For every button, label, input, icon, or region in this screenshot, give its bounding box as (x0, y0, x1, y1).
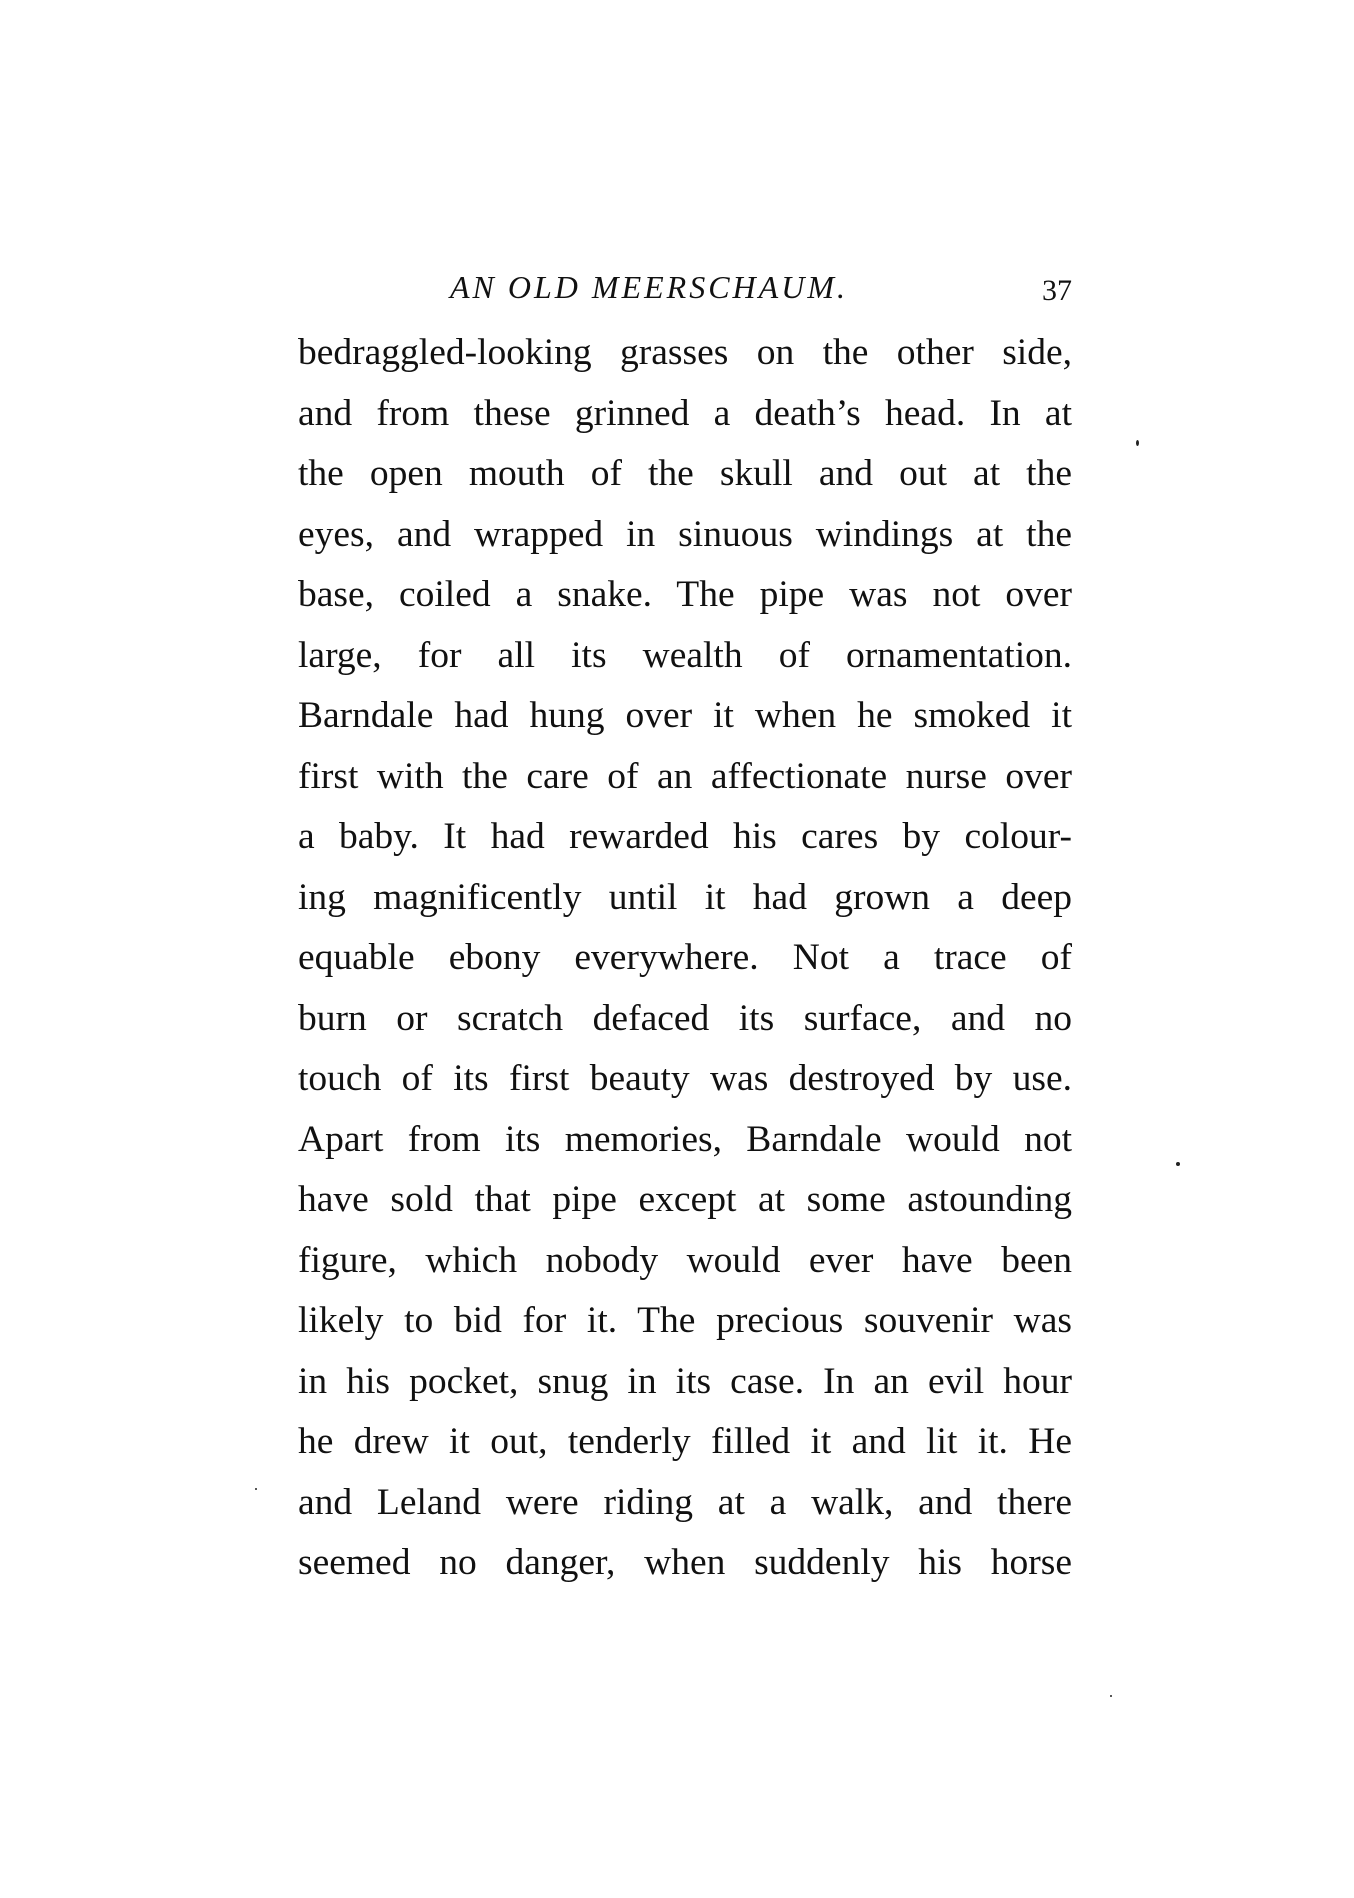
text-line: touch of its first beauty was destroyed by use. (298, 1058, 1072, 1099)
page-number: 37 (1042, 274, 1072, 307)
scan-speck (1136, 440, 1139, 446)
body-text (298, 323, 1072, 1594)
text-line: bedraggled-looking grasses on the other side, (298, 332, 1072, 373)
text-line: have sold that pipe except at some astounding (298, 1179, 1072, 1220)
running-head (298, 262, 1072, 312)
scan-speck (1110, 1695, 1112, 1697)
text-line: eyes, and wrapped in sinuous windings at the (298, 513, 1072, 555)
text-line: the open mouth of the skull and out at the (298, 453, 1072, 494)
text-line: base, coiled a snake. The pipe was not over (298, 574, 1072, 615)
text-line: seemed no danger, when suddenly his horse (298, 1542, 1072, 1583)
scan-speck (1176, 1162, 1180, 1166)
text-line: and Leland were riding at a walk, and there (298, 1481, 1072, 1523)
text-line: Apart from its memories, Barndale would not (298, 1118, 1072, 1160)
text-line: likely to bid for it. The precious souvenir was (298, 1300, 1072, 1341)
text-line: Barndale had hung over it when he smoked it (298, 695, 1072, 736)
text-line: in his pocket, snug in its case. In an evil hour (298, 1360, 1072, 1402)
text-line: figure, which nobody would ever have been (298, 1239, 1072, 1281)
running-title: AN OLD MEERSCHAUM. (450, 269, 848, 305)
text-line: ing magnificently until it had grown a deep (298, 876, 1072, 918)
text-line: equable ebony everywhere. Not a trace of (298, 937, 1072, 978)
text-line: first with the care of an affectionate nurse over (298, 755, 1072, 797)
text-line: he drew it out, tenderly filled it and lit it. He (298, 1421, 1072, 1462)
text-line: burn or scratch defaced its surface, and no (298, 997, 1072, 1039)
text-line: large, for all its wealth of ornamentation. (298, 634, 1072, 676)
text-line: a baby. It had rewarded his cares by colour- (298, 816, 1072, 857)
scan-speck (255, 1488, 257, 1490)
text-line: and from these grinned a death’s head. In at (298, 392, 1072, 434)
